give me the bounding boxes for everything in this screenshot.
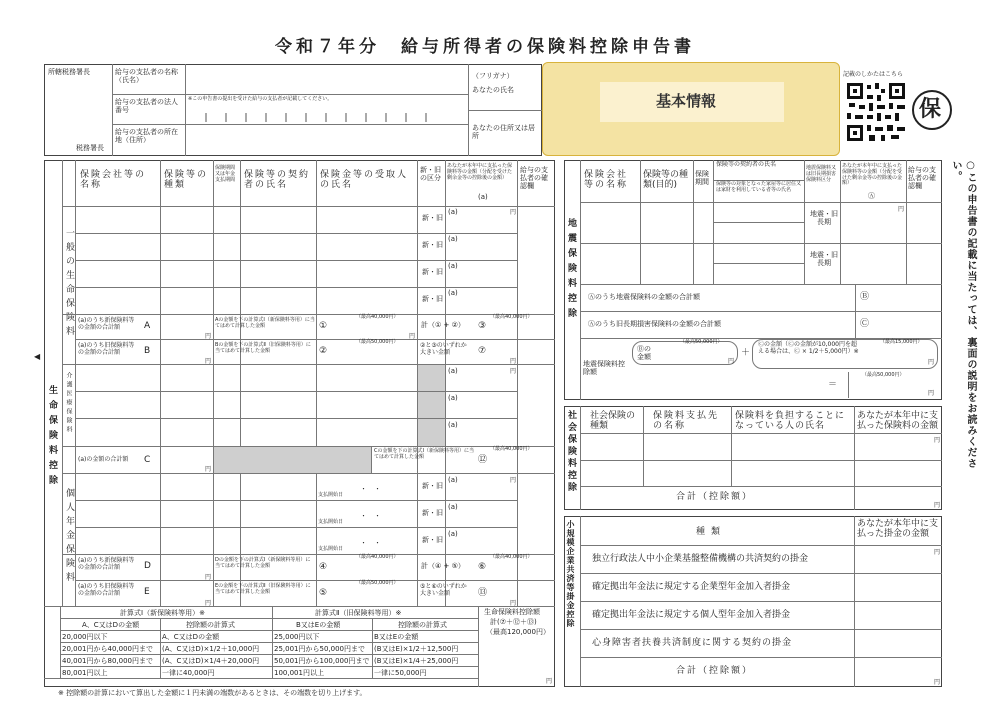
qr-code-icon[interactable]: [845, 81, 907, 143]
tax-chief-label: 税務署長: [76, 144, 104, 152]
quake-col-paid: あなたが本年中に支払った保険料等の金額（分配を受けた剰余金等の控除後の金額）: [842, 163, 903, 187]
newold-row4[interactable]: 新・旧: [422, 295, 443, 303]
quake-col-contractor: 保険等の契約者の氏名: [716, 161, 777, 168]
newold-row3[interactable]: 新・旧: [422, 268, 443, 276]
bigger56-label: ⑤と⑥のいずれか大きい金額: [420, 583, 467, 597]
payer-name-input[interactable]: [186, 65, 467, 93]
general-life-label: 一般の生命保険料: [64, 228, 74, 340]
newold-row2[interactable]: 新・旧: [422, 241, 443, 249]
quake-col-object: 保険等の対象となった家屋等に居住又は家財を利用している者等の氏名: [716, 181, 802, 193]
quake-side-title: 地震保険料控除: [566, 218, 576, 323]
social-total-label: 合計（控除額）: [676, 492, 754, 502]
social-col-payee: 保険料支払先の名称: [653, 411, 720, 432]
quake-col-company: 保険会社等の名称: [584, 170, 629, 191]
payer-number-note: ※この申告書の提出を受けた給与の支払者が記載してください。: [188, 96, 333, 102]
tax-office-label: 所轄税務署長: [48, 68, 90, 76]
sum12-label: 計（① + ②）: [421, 321, 465, 329]
care-label: 介護医療保険料: [65, 372, 72, 435]
quake-col-period: 保険期間: [695, 170, 709, 187]
calc-c-text: Cの金額を下の計算式Ⅰ（新保険料等用）に当てはめて計算した金額: [374, 448, 474, 460]
pension-label: 個人年金保険料: [64, 488, 74, 586]
quake-deduct-label: 地震保険料控除額: [583, 360, 625, 377]
life-side-title: 生命保険料控除: [47, 385, 57, 490]
footnote: ※ 控除額の計算において算出した金額に１円未満の端数があるときは、その端数を切り上げます。: [58, 689, 367, 697]
sum45-label: 計（④ + ⑤）: [421, 562, 465, 570]
formula2-title: 計算式Ⅱ（旧保険料等用）※: [315, 609, 402, 617]
life-total-input[interactable]: [479, 640, 554, 686]
social-col-kind: 社会保険の種類: [590, 411, 636, 432]
your-address-label: あなたの住所又は居所: [472, 124, 535, 141]
insurance-badge-text: 保: [919, 97, 942, 122]
row-a-label: (a)のうち新保険料等の金額の合計額: [78, 317, 135, 331]
quake-col-kind: 地震保険料又は旧長期損害保険料区分: [806, 165, 837, 183]
basic-info-label: 基本情報: [656, 92, 717, 110]
life-col-company: 保険会社等の名称: [80, 170, 147, 191]
social-col-bearer: 保険料を負担することになっている人の氏名: [735, 411, 846, 432]
life-col-type: 保険等の種類: [164, 170, 209, 191]
instruction-note: ○この申告書の記載に当たっては、裏面の説明をお読みください。: [950, 160, 976, 469]
quake-col-type: 保険等の種類(目的): [643, 170, 689, 191]
small-item-3: 確定拠出年金法に規定する個人型年金加入者掛金: [592, 610, 791, 620]
calc2-text: Bの金額を下の計算式Ⅱ（旧保険料等用）に当てはめて計算した金額: [215, 342, 311, 354]
life-col-recipient: 保険金等の受取人の氏名: [320, 170, 409, 191]
formula1-title: 計算式Ⅰ（新保険料等用）※: [120, 609, 205, 617]
form-title: 令和７年分 給与所得者の保険料控除申告書: [275, 37, 695, 57]
life-total-label: 生命保険料控除額: [484, 608, 540, 616]
quake-sum-c-label: Ⓐのうち旧長期損害保険料の金額の合計額: [588, 320, 721, 328]
small-item-4: 心身障害者扶養共済制度に関する契約の掛金: [592, 638, 793, 648]
small-item-2: 確定拠出年金法に規定する企業型年金加入者掛金: [592, 582, 791, 592]
bigger23-label: ②と③のいずれか大きい金額: [420, 342, 467, 356]
quake-kind-row1[interactable]: 地震・旧長期: [810, 210, 838, 227]
small-col-kind: 種類: [696, 527, 727, 537]
payer-address-label: 給与の支払者の所在地（住所）: [115, 128, 178, 145]
social-col-paid: あなたが本年中に支払った保険料の金額: [857, 411, 939, 432]
deduction-form: 令和７年分 給与所得者の保険料控除申告書 所轄税務署長 税務署長 給与の支払者の名称（氏名） 給与の支払者の法人番号 ※この申告書の提出を受けた給与の支払者が記載してください。 給与の支払者の所在地（住所） （フリガナ） あなたの氏名 あなたの住所又は居所 基本情報 記載のしかたはこちら 保 生命保険料控除 ◀ 保険会社等の名称 保険等の種類 保険期間又は年金支払期間 保険等の契約者の氏名 保険金等の受取人の氏名 新・旧の区分 あなたが本年中に支払った保険料等の金額（分配を受けた剰余金等の控除後の金額） (a) 給与の支払者の確認欄 一般の生命保険料 新・旧 新・旧 新・旧 新・旧 (a) (a) (a) (a) 円 (a)のうち新保険料等の金額の合計額 A 円 Aの金額を下の計算式Ⅰ（新保険料等用）に当てはめて計算した金額 ① （最高40,000円） 円 計（① + ②） ③ （最高40,000円） (a)のうち旧保険料等の金額の合計額 B 円 Bの金額を下の計算式Ⅱ（旧保険料等用）に当てはめて計算した金額 ② （最高50,000円） ②と③のいずれか大きい金額 ⑦ 円 介護医療保険料 (a) (a) (a) 円 (a)の金額の合計額 C 円 Cの金額を下の計算式Ⅰ（新保険料等用）に当てはめて計算した金額 ⑫ （最高40,000円） 個人年金保険料 支払開始日 ・ ・ 支払開始日 ・ ・ 支払開始日 ・ ・ 新・旧 新・旧 新・旧 (a) (a) (a) 円 (a)のうち新保険料等の金額の合計額 D 円 Dの金額を下の計算式Ⅰ（新保険料等用）に当てはめて計算した金額 ④ （最高40,000円） 計（④ + ⑤） ⑥ （最高40,000円） (a)のうち旧保険料等の金額の合計額 E 円 Eの金額を下の計算式Ⅱ（旧保険料等用）に当てはめて計算した金額 ⑤ （最高50,000円） ⑤と⑥のいずれか大きい金額 ⑬ 円 計算式Ⅰ（新保険料等用）※ 計算式Ⅱ（旧保険料等用）※ A、C又はDの金額 控除額の計算式 B又はEの金額 控除額の計算式 20,000円以下 A、C又はDの金額 20,001円から40,000円まで (A、C又はD)×1/2＋10,000円 40,001円から80,000円まで (A、C又はD)×1/4＋20,000円 80,001円以上 一律に40,000円 25,000円以下 B又はEの金額 25,001円から50,000円まで (B又はE)×1/2＋12,500円 50,001円から100,000円まで (B又はE)×1/4＋25,000円 100,001円以上 一律に50,000円 生命保険料控除額 計(⑦＋⑫＋⑬) （最高120,000円） 円 ※ 控除額の計算において算出した金額に１円未満の端数があるときは、その端数を切り上げます。 地震保険料控除 保険会社等の名称 保険等の種類(目的) 保険期間 保険等の契約者の氏名 保険等の対象となった家屋等に居住又は家財を利用している者等の氏名 地震保険料又は旧長期損害保険料区分 あなたが本年中に支払った保険料等の金額（分配を受けた剰余金等の控除後の金額） Ⓐ 給与の支払者の確認欄 地震・旧長期 地震・旧長期 円 Ⓐのうち地震保険料の金額の合計額 Ⓑ Ⓐのうち旧長期損害保険料の金額の合計額 Ⓒ 地震保険料控除額 Ⓑの金額 （最高50,000円） 円 ＋ Ⓒの金額（Ⓒの金額が10,000円を超える場合は、Ⓒ × 1/2＋5,000円）※ （最高15,000円） 円 ＝ （最高50,000円） 円 社会保険料控除 社会保険の種類 保険料支払先の名称 保険料を負担することになっている人の氏名 あなたが本年中に支払った保険料の金額 円 合計（控除額） 円 小規模企業共済等掛金控除 種類 あなたが本年中に支払った掛金の金額 独立行政法人中小企業基盤整備機構の共済契約の掛金 確定拠出年金法に規定する企業型年金加入者掛金 確定拠出年金法に規定する個人型年金加入者掛金 心身障害者扶養共済制度に関する契約の掛金 円 合計（控除額） 円 ○この申告書の記載に当たっては、裏面の説明をお読みください。: [34, 37, 976, 697]
calc-d-text: Dの金額を下の計算式Ⅰ（新保険料等用）に当てはめて計算した金額: [215, 557, 311, 569]
row-c-label: (a)の金額の合計額: [78, 456, 129, 463]
qr-caption: 記載のしかたはこちら: [843, 71, 904, 78]
quake-col-confirm: 給与の支払者の確認欄: [908, 166, 936, 191]
payer-number-label: 給与の支払者の法人番号: [115, 98, 178, 115]
life-col-contractor: 保険等の契約者の氏名: [244, 170, 311, 191]
row-d-label: (a)のうち新保険料等の金額の合計額: [78, 557, 135, 571]
quake-kind-row2[interactable]: 地震・旧長期: [810, 251, 838, 268]
furigana-label: （フリガナ）: [472, 72, 514, 80]
small-item-1: 独立行政法人中小企業基盤整備機構の共済契約の掛金: [592, 554, 809, 564]
row-b-label: (a)のうち旧保険料等の金額の合計額: [78, 342, 135, 356]
social-side-title: 社会保険料控除: [566, 410, 576, 494]
life-col-confirm: 給与の支払者の確認欄: [520, 166, 548, 191]
small-col-paid: あなたが本年中に支払った掛金の金額: [857, 519, 939, 540]
your-name-label: あなたの氏名: [472, 86, 514, 94]
life-col-period: 保険期間又は年金支払期間: [215, 165, 236, 183]
row-e-label: (a)のうち旧保険料等の金額の合計額: [78, 583, 135, 597]
payer-name-label: 給与の支払者の名称（氏名）: [115, 68, 178, 85]
life-col-newold: 新・旧の区分: [420, 166, 441, 183]
small-side-title: 小規模企業共済等掛金控除: [566, 520, 575, 628]
payer-address-input[interactable]: [186, 125, 467, 155]
newold-row1[interactable]: 新・旧: [422, 214, 443, 222]
calc1-text: Aの金額を下の計算式Ⅰ（新保険料等用）に当てはめて計算した金額: [215, 317, 315, 329]
life-col-paid: あなたが本年中に支払った保険料等の金額（分配を受けた剰余金等の控除後の金額）: [447, 163, 513, 181]
payer-number-input[interactable]: [186, 104, 467, 123]
calc-e-text: Eの金額を下の計算式Ⅱ（旧保険料等用）に当てはめて計算した金額: [215, 583, 311, 595]
small-total-label: 合計（控除額）: [676, 666, 754, 676]
quake-sum-b-label: Ⓐのうち地震保険料の金額の合計額: [588, 293, 700, 301]
